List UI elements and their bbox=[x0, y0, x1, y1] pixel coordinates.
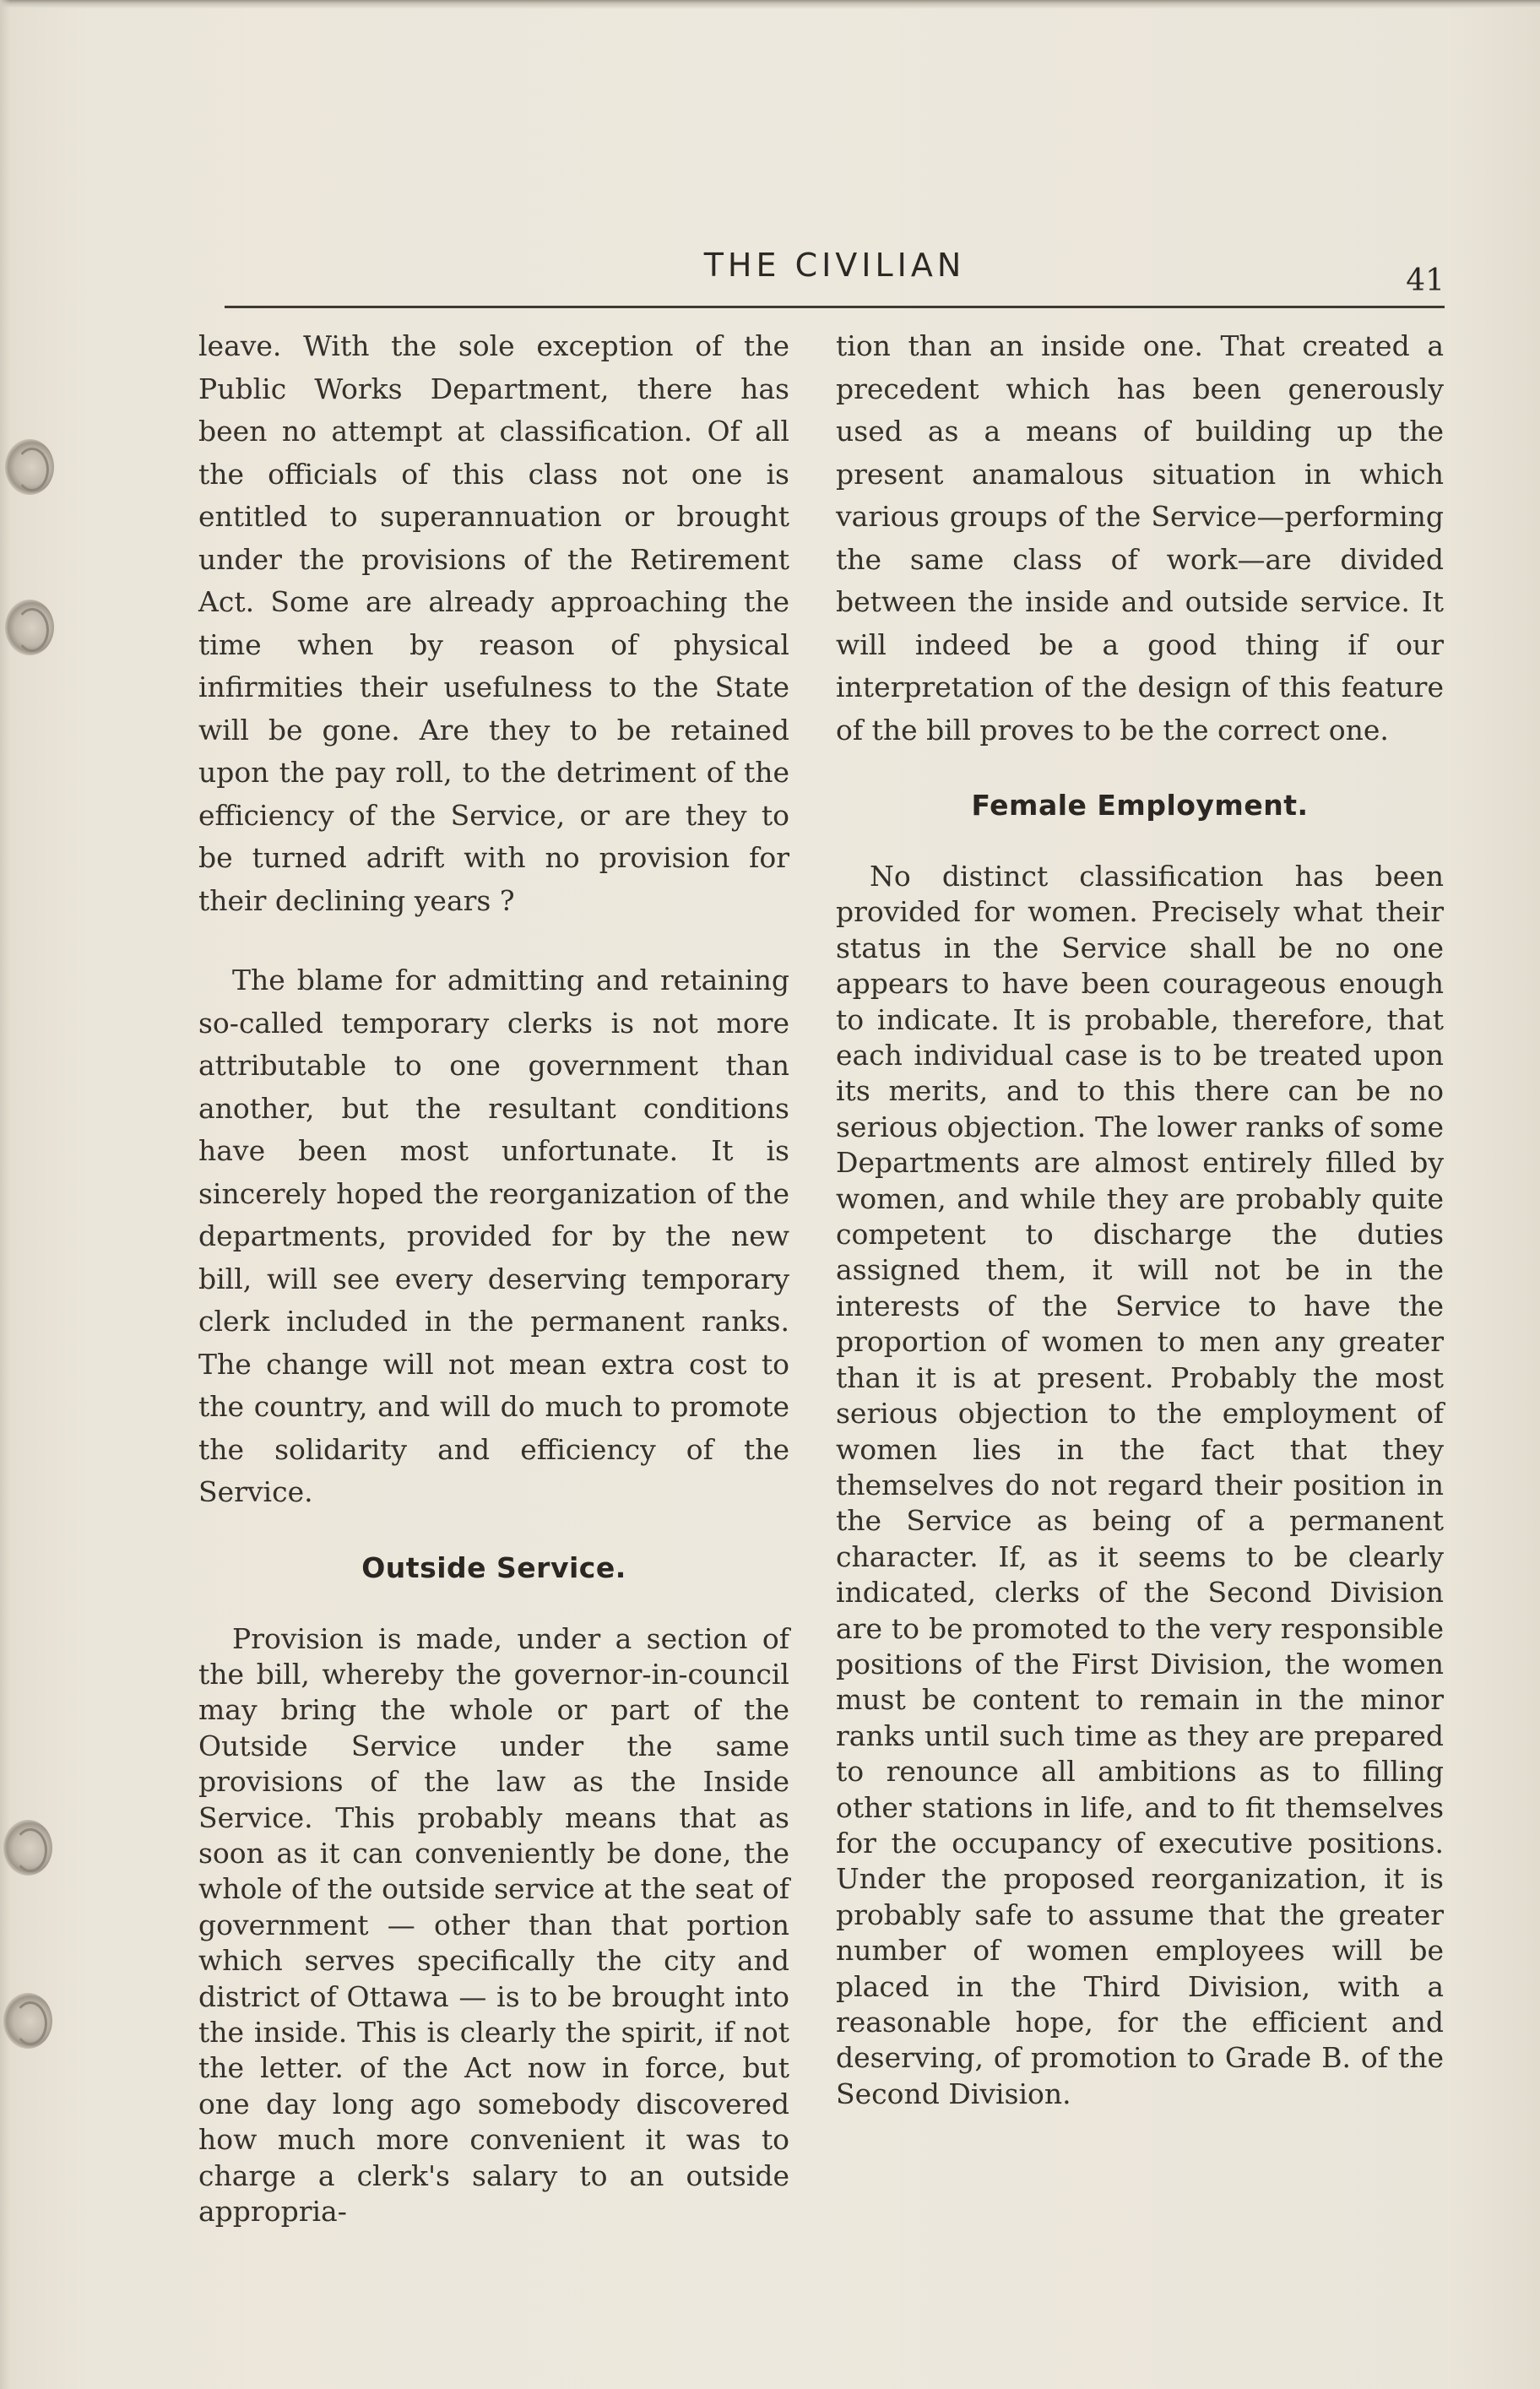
right-column bbox=[836, 325, 1444, 2112]
binding-hole-icon bbox=[3, 1820, 52, 1876]
paragraph: leave. With the sole exception of the Public Works Department, there has been no attempt at classification. Of all the officials of this class not one is entitled to superannuation or brought under the provisions of the Retirement Act. Some are already approaching the time when by reason of physical infirmities their usefulness to the State will be gone. Are they to be retained upon the pay roll, to the detriment of the efficiency of the Service, or are they to be turned adrift with no provision for their declining years ? bbox=[198, 329, 789, 917]
section-heading-outside-service: Outside Service. bbox=[361, 1550, 626, 1584]
binding-hole-icon bbox=[5, 439, 54, 495]
page-header bbox=[225, 247, 1445, 314]
running-title: THE CIVILIAN bbox=[703, 247, 966, 284]
left-column bbox=[198, 325, 789, 2229]
paragraph: The blame for admitting and retaining so-called temporary clerks is not more attributable to one government than another, but the resultant conditions have been most unfortunate. It is sincerely hoped the reorganization of the departments, provided for by the new bill, will see every deserving temporary clerk included in the permanent ranks. The change will not mean extra cost to the country, and will do much to promote the solidarity and efficiency of the Service. bbox=[198, 964, 789, 1508]
page-top-edge bbox=[0, 0, 1540, 8]
paragraph: Provision is made, under a section of the bill, whereby the governor-in-council may bring the whole or part of the Outside Service under the same provisions of the law as the Inside Service. This probably means that as soon as it can conveniently be done, the whole of the outside service at the seat of government — other than that portion which serves specifically the city and district of Ottawa — is to be brought into the inside. This is clearly the spirit, if not the letter. of the Act now in force, but one day long ago somebody discovered how much more convenient it was to charge a clerk's salary to an outside appropria- bbox=[198, 1621, 789, 2228]
paragraph: tion than an inside one. That created a precedent which has been generously used as a means of building up the present anamalous situation in which various groups of the Service—performing the same class of work—are divided between the inside and outside service. It will indeed be a good thing if our interpretation of the design of this feature of the bill proves to be the correct one. bbox=[836, 329, 1444, 747]
header-rule bbox=[225, 306, 1445, 308]
paragraph: No distinct classification has been provided for women. Precisely what their status in the Service shall be no one appears to have been courageous enough to indicate. It is probable, therefore, that each individual case is to be treated upon its merits, and to this there can be no serious objection. The lower ranks of some Departments are almost entirely filled by women, and while they are probably quite competent to discharge the duties assigned them, it will not be in the interests of the Service to have the proportion of women to men any greater than it is at present. Probably the most serious objection to the employment of women lies in the fact that they themselves do not regard their position in the Service as being of a permanent character. If, as it seems to be clearly indicated, clerks of the Second Division are to be promoted to the very responsible positions of the First Division, the women must be content to remain in the minor ranks until such time as they are prepared to renounce all ambitions as to filling other stations in life, and to fit themselves for the occupancy of executive positions. Under the proposed reorganization, it is probably safe to assume that the greater number of women employees will be placed in the Third Division, with a reasonable hope, for the efficient and deserving, of promotion to Grade B. of the Second Division. bbox=[836, 860, 1444, 2110]
page-number: 41 bbox=[1406, 263, 1445, 298]
section-heading-female-employment: Female Employment. bbox=[971, 789, 1309, 822]
binding-hole-icon bbox=[5, 600, 54, 655]
binding-hole-icon bbox=[3, 1993, 52, 2049]
